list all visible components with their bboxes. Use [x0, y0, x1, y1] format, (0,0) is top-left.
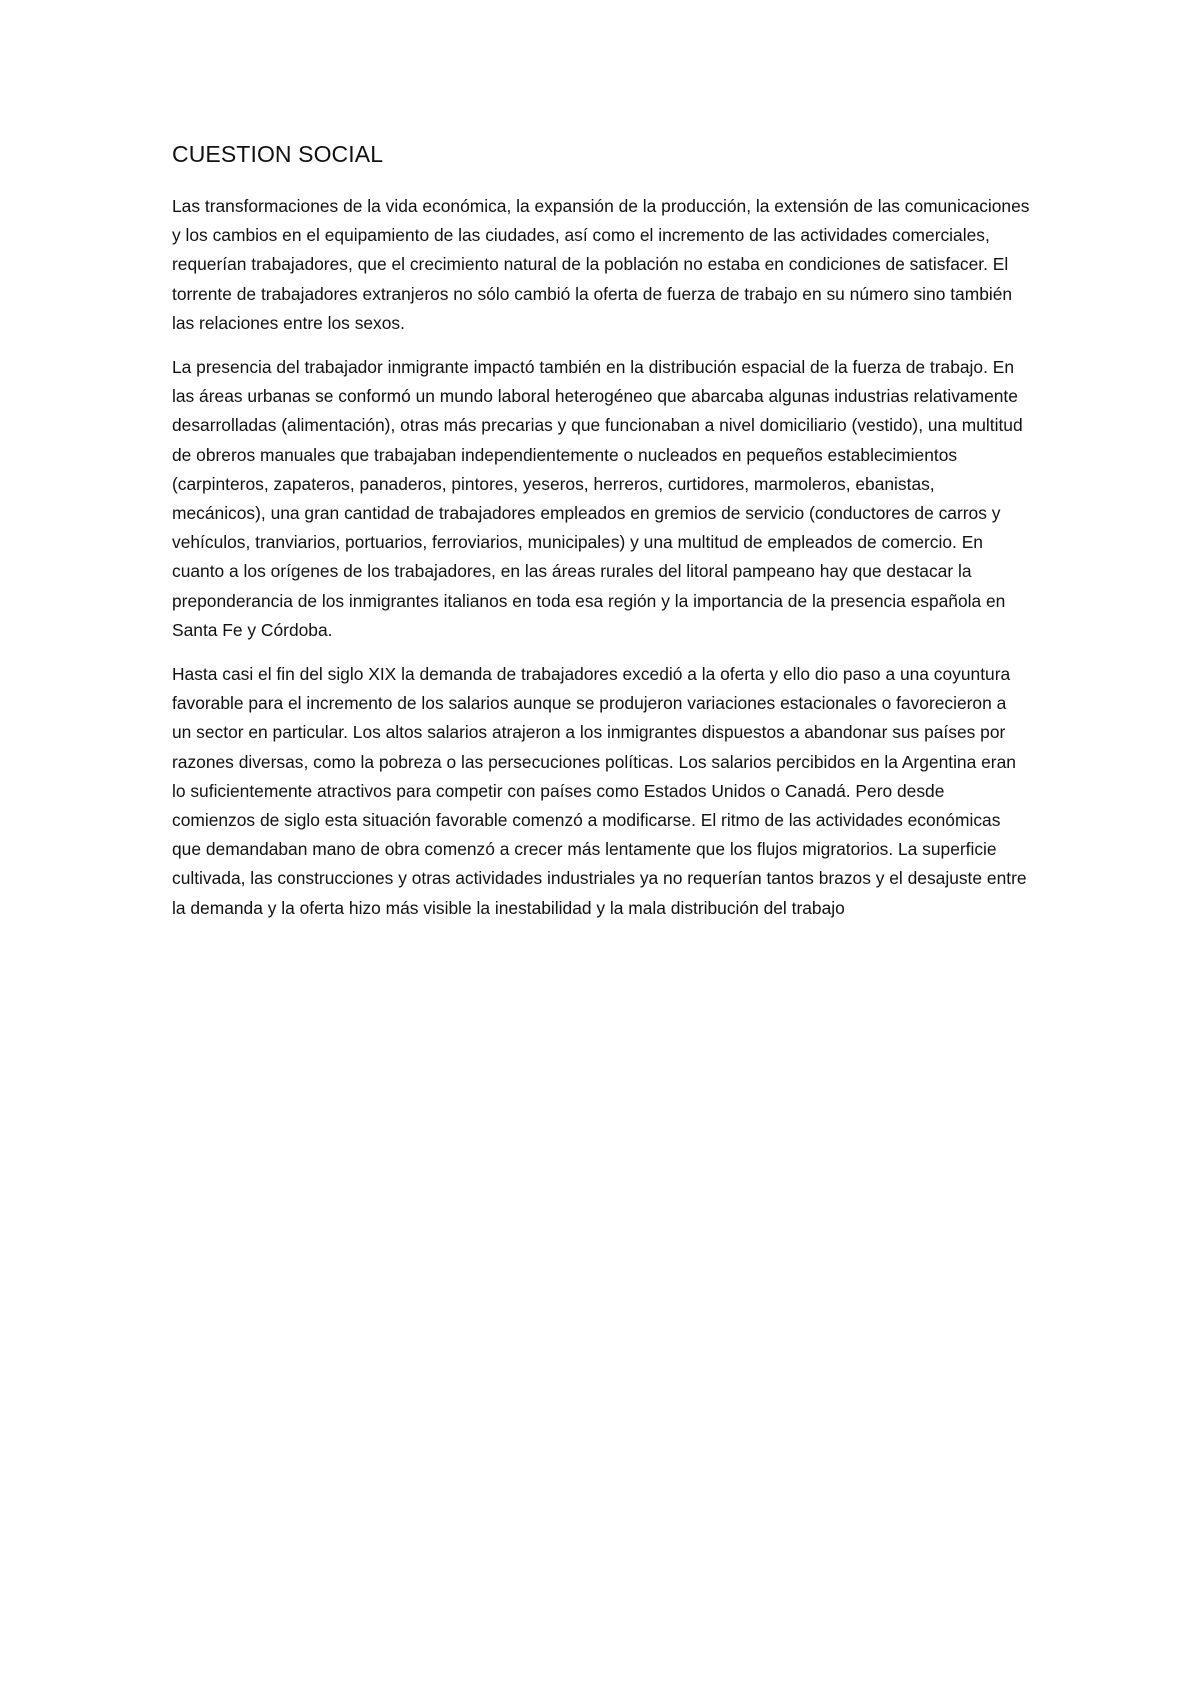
document-page — [172, 140, 1030, 938]
paragraph-3: Hasta casi el fin del siglo XIX la demanda de trabajadores excedió a la oferta y ello dio paso a una coyuntura favorable para el incremento de los salarios aunque se produjeron variaciones estacionales o favorecieron a un sector en particular. Los altos salarios atrajeron a los inmigrantes dispuestos a abandonar sus países por razones diversas, como la pobreza o las persecuciones políticas. Los salarios percibidos en la Argentina eran lo suficientemente atractivos para competir con países como Estados Unidos o Canadá. Pero desde comienzos de siglo esta situación favorable comenzó a modificarse. El ritmo de las actividades económicas que demandaban mano de obra comenzó a crecer más lentamente que los flujos migratorios. La superficie cultivada, las construcciones y otras actividades industriales ya no requerían tantos brazos y el desajuste entre la demanda y la oferta hizo más visible la inestabilidad y la mala distribución del trabajo — [172, 663, 1027, 918]
paragraph-1: Las transformaciones de la vida económica, la expansión de la producción, la extensión de las comunicaciones y los cambios en el equipamiento de las ciudades, así como el incremento de las actividades comerciales, requerían trabajadores, que el crecimiento natural de la población no estaba en condiciones de satisfacer. El torrente de trabajadores extranjeros no sólo cambió la oferta de fuerza de trabajo en su número sino también las relaciones entre los sexos. — [172, 195, 1030, 333]
paragraph-2: La presencia del trabajador inmigrante impactó también en la distribución espacial de la fuerza de trabajo. En las áreas urbanas se conformó un mundo laboral heterogéneo que abarcaba algunas industrias relativamente desarrolladas (alimentación), otras más precarias y que funcionaban a nivel domiciliario (vestido), una multitud de obreros manuales que trabajaban independientemente o nucleados en pequeños establecimientos (carpinteros, zapateros, panaderos, pintores, yeseros, herreros, curtidores, marmoleros, ebanistas, mecánicos), una gran cantidad de trabajadores empleados en gremios de servicio (conductores de carros y vehículos, tranviarios, portuarios, ferroviarios, municipales) y una multitud de empleados de comercio. En cuanto a los orígenes de los trabajadores, en las áreas rurales del litoral pampeano hay que destacar la preponderancia de los inmigrantes italianos en toda esa región y la importancia de la presencia española en Santa Fe y Córdoba. — [172, 356, 1023, 640]
document-title: CUESTION SOCIAL — [172, 141, 384, 167]
